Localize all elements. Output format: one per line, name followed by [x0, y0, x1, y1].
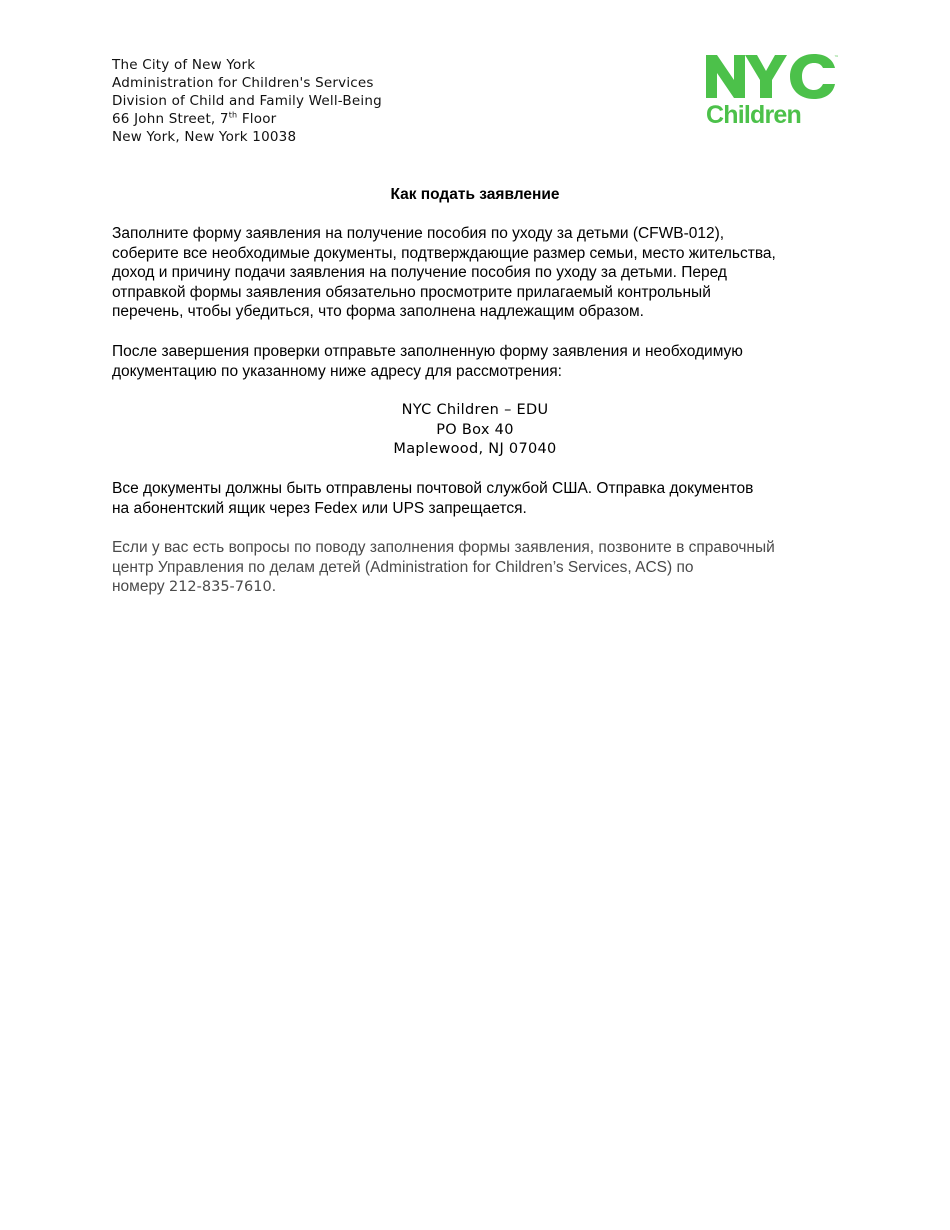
- instructions-paragraph: [112, 224, 852, 322]
- paragraph-line: Все документы должны быть отправлены почтовой службой США. Отправка документов: [112, 480, 754, 497]
- paragraph-line: [112, 577, 852, 598]
- phone-number: 212-835-7610: [168, 579, 272, 596]
- paragraph-line: Если у вас есть вопросы по поводу заполнения формы заявления, позвоните в справочный: [112, 539, 775, 556]
- address-line: Maplewood, NJ 07040: [393, 441, 557, 458]
- paragraph-line: После завершения проверки отправьте заполненную форму заявления и необходимую: [112, 343, 743, 360]
- letterhead-street-ordinal: th: [228, 110, 238, 120]
- page-title: Как подать заявление: [390, 186, 560, 203]
- mailing-address: [0, 401, 950, 460]
- paragraph-line: Заполните форму заявления на получение пособия по уходу за детьми (CFWB-012),: [112, 225, 725, 242]
- letterhead-agency: Administration for Children's Services: [112, 75, 374, 91]
- address-line: PO Box 40: [436, 421, 514, 438]
- letterhead: [112, 56, 382, 146]
- logo-letter-c: [790, 54, 835, 99]
- contact-paragraph: [112, 538, 852, 598]
- paragraph-line: документацию по указанному ниже адресу для рассмотрения:: [112, 362, 562, 380]
- letterhead-street-prefix: 66 John Street, 7: [112, 111, 229, 127]
- postal-service-paragraph: [112, 479, 852, 518]
- logo-trademark: ™: [834, 55, 839, 61]
- logo-letter-n: [706, 55, 745, 98]
- paragraph-line: центр Управления по делам детей (Administration for Children’s Services, ACS) по: [112, 558, 694, 576]
- paragraph-line: соберите все необходимые документы, подтверждающие размер семьи, место жительства,: [112, 244, 776, 262]
- phone-suffix: .: [271, 578, 276, 596]
- phone-prefix: номеру: [112, 578, 169, 596]
- letterhead-city-zip: New York, New York 10038: [112, 129, 297, 145]
- paragraph-line: доход и причину подачи заявления на получение пособия по уходу за детьми. Перед: [112, 264, 727, 282]
- letterhead-street: [112, 110, 382, 128]
- paragraph-line: отправкой формы заявления обязательно просмотрите прилагаемый контрольный: [112, 283, 711, 301]
- logo-letter-y: [745, 55, 787, 98]
- nyc-children-logo: [705, 53, 839, 127]
- paragraph-line: перечень, чтобы убедиться, что форма заполнена надлежащим образом.: [112, 303, 644, 321]
- submission-paragraph: [112, 342, 852, 381]
- letterhead-city: The City of New York: [112, 57, 256, 73]
- paragraph-line: на абонентский ящик через Fedex или UPS запрещается.: [112, 499, 527, 517]
- letterhead-street-suffix: Floor: [237, 111, 277, 127]
- address-line: NYC Children – EDU: [401, 402, 549, 418]
- letterhead-division: Division of Child and Family Well-Being: [112, 93, 382, 109]
- logo-children-text: Children: [706, 101, 801, 127]
